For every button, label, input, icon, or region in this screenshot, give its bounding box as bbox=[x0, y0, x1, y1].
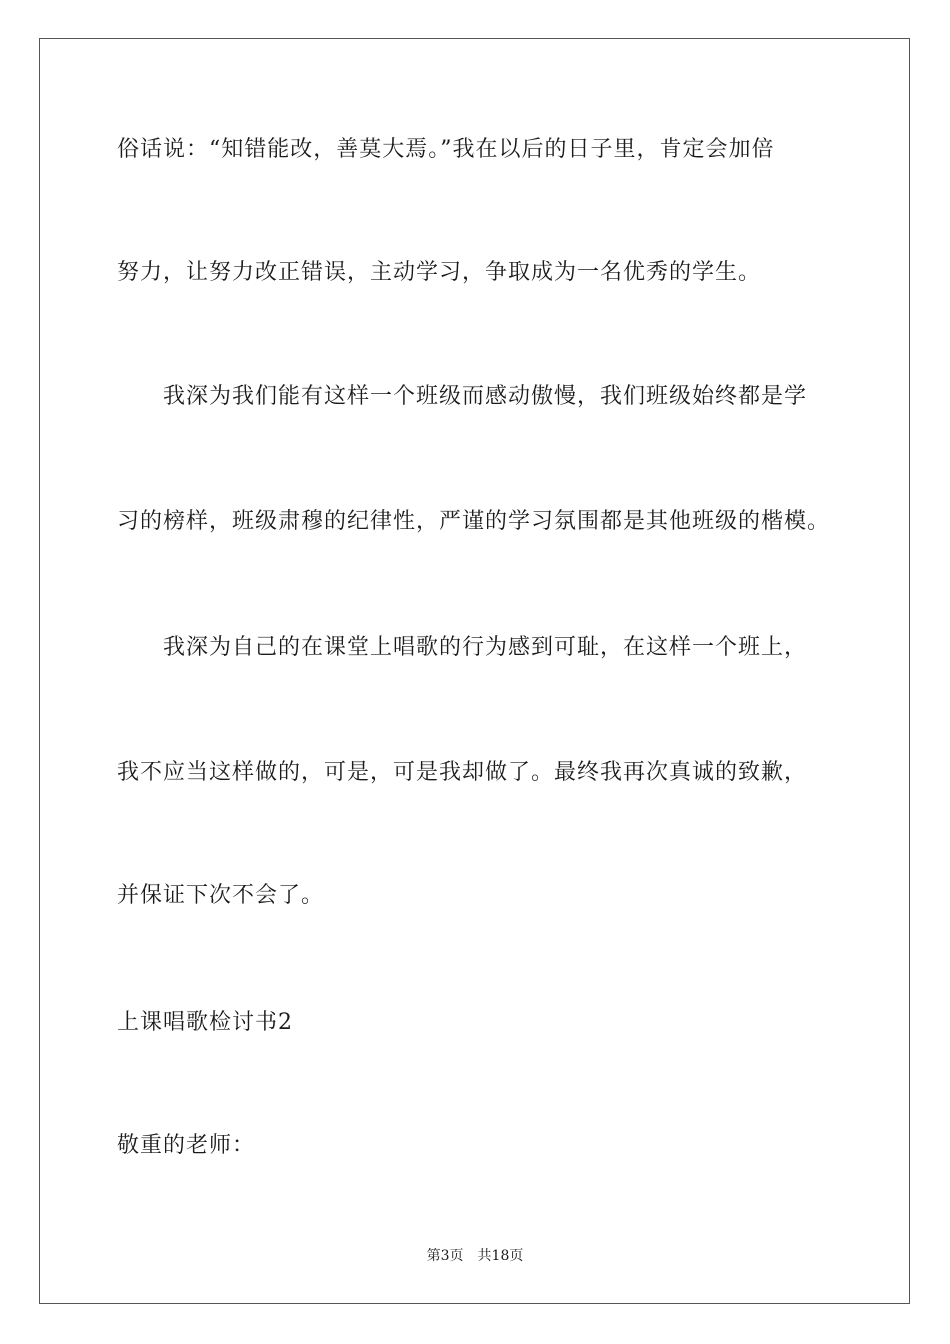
paragraph-line-1: 俗话说：“知错能改，善莫大焉。”我在以后的日子里，肯定会加倍 bbox=[117, 137, 775, 162]
paragraph-line-4: 习的榜样，班级肃穆的纪律性，严谨的学习氛围都是其他班级的楷模。 bbox=[117, 509, 831, 534]
paragraph-line-2: 努力，让努力改正错误，主动学习，争取成为一名优秀的学生。 bbox=[117, 260, 762, 285]
section-title: 上课唱歌检讨书2 bbox=[117, 1010, 293, 1035]
page-total: 共18页 bbox=[477, 1248, 524, 1264]
page-frame bbox=[39, 38, 910, 1304]
page-footer bbox=[0, 1246, 950, 1266]
paragraph-line-3: 我深为我们能有这样一个班级而感动傲慢，我们班级始终都是学 bbox=[163, 384, 808, 409]
page-number: 第3页 bbox=[426, 1248, 464, 1264]
salutation: 敬重的老师： bbox=[117, 1133, 256, 1158]
paragraph-line-5: 我深为自己的在课堂上唱歌的行为感到可耻，在这样一个班上， bbox=[163, 635, 808, 660]
paragraph-line-7: 并保证下次不会了。 bbox=[117, 883, 325, 908]
paragraph-line-6: 我不应当这样做的，可是，可是我却做了。最终我再次真诚的致歉， bbox=[117, 760, 808, 785]
